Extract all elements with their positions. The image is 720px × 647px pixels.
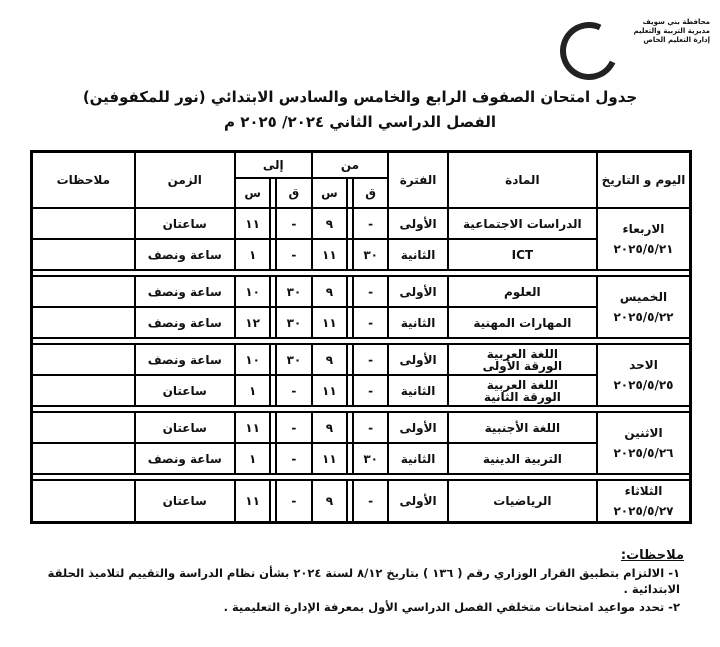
subject-cell: الدراسات الاجتماعية (448, 208, 597, 239)
day-date: ٢٠٢٥/٥/٢١ (613, 242, 674, 256)
subject-cell: ICT (448, 239, 597, 270)
from-s-cell: ١١ (312, 443, 347, 474)
to-s-cell: ١٢ (235, 307, 270, 338)
table-row (32, 239, 690, 270)
duration-cell: ساعتان (135, 208, 235, 239)
table-row (32, 208, 690, 239)
header-to-q: ق (276, 178, 311, 208)
from-s-cell: ٩ (312, 344, 347, 375)
header-subject: المادة (448, 152, 597, 208)
note-item-1: ١- الالتزام بتطبيق القرار الوزاري رقم ( ١٣٦ ) بتاريخ ٨/١٢ لسنة ٢٠٢٤ بشأن نظام الدراسة والتقييم لتلاميذ الحلقة الابتدائية . (47, 566, 680, 596)
header-to: إلى (235, 152, 312, 178)
to-s-cell: ١٠ (235, 344, 270, 375)
subject-cell: المهارات المهنية (448, 307, 597, 338)
day-date: ٢٠٢٥/٥/٢٦ (613, 446, 674, 460)
header-from-q: ق (353, 178, 388, 208)
duration-cell: ساعة ونصف (135, 307, 235, 338)
from-q-cell: ٣٠ (353, 443, 388, 474)
notes-cell (32, 412, 135, 443)
notes-cell (32, 344, 135, 375)
from-q-cell: - (353, 412, 388, 443)
logo-text (600, 18, 710, 45)
period-cell: الأولى (388, 412, 447, 443)
to-q-cell: ٣٠ (276, 344, 311, 375)
day-cell (597, 412, 690, 474)
to-q-cell: ٣٠ (276, 307, 311, 338)
subject-line-2: الورقة الأولى (482, 358, 563, 373)
to-s-cell: ١٠ (235, 276, 270, 307)
day-date: ٢٠٢٥/٥/٢٢ (613, 310, 674, 324)
notes-cell (32, 307, 135, 338)
period-cell: الثانية (388, 307, 447, 338)
subject-cell (448, 344, 597, 375)
notes-cell (32, 208, 135, 239)
subject-line-1: اللغة العربية (486, 346, 558, 361)
header-to-s: س (235, 178, 270, 208)
header-day: اليوم و التاريخ (597, 152, 690, 208)
to-q-cell: - (276, 375, 311, 406)
period-cell: الأولى (388, 480, 447, 522)
to-q-cell: ٣٠ (276, 276, 311, 307)
day-name: الخميس (619, 290, 668, 304)
logo-line-1: محافظة بني سويف (642, 18, 710, 26)
duration-cell: ساعتان (135, 412, 235, 443)
table-row (32, 412, 690, 443)
page-title: جدول امتحان الصفوف الرابع والخامس والسادس الابتدائي (نور للمكفوفين) (82, 88, 638, 106)
header-period: الفترة (388, 152, 447, 208)
day-date: ٢٠٢٥/٥/٢٥ (613, 378, 674, 392)
table-row (32, 443, 690, 474)
to-q-cell: - (276, 239, 311, 270)
day-name: الاثنين (624, 426, 663, 440)
table-row (32, 276, 690, 307)
day-cell (597, 276, 690, 338)
exam-schedule-table (30, 150, 692, 524)
period-cell: الثانية (388, 239, 447, 270)
period-cell: الأولى (388, 344, 447, 375)
to-q-cell: - (276, 480, 311, 522)
subject-line-2: الورقة الثانية (483, 389, 561, 404)
note-item-2: ٢- تحدد مواعيد امتحانات متخلفي الفصل الدراسي الأول بمعرفة الإدارة التعليمية . (223, 600, 680, 614)
table-row (32, 480, 690, 522)
table-row (32, 344, 690, 375)
period-cell: الأولى (388, 276, 447, 307)
from-q-cell: - (353, 307, 388, 338)
subject-cell: الرياضيات (448, 480, 597, 522)
day-name: الثلاثاء (624, 484, 663, 498)
notes-cell (32, 239, 135, 270)
to-s-cell: ١١ (235, 412, 270, 443)
subject-line-1: اللغة العربية (486, 377, 558, 392)
period-cell: الثانية (388, 443, 447, 474)
header-notes: ملاحظات (32, 152, 135, 208)
period-cell: الأولى (388, 208, 447, 239)
period-cell: الثانية (388, 375, 447, 406)
to-s-cell: ١١ (235, 480, 270, 522)
to-s-cell: ١ (235, 443, 270, 474)
from-q-cell: ٣٠ (353, 239, 388, 270)
duration-cell: ساعتان (135, 375, 235, 406)
notes-cell (32, 443, 135, 474)
from-s-cell: ٩ (312, 276, 347, 307)
page-subtitle: الفصل الدراسي الثاني ٢٠٢٤/ ٢٠٢٥ م (223, 113, 497, 131)
subject-cell: اللغة الأجنبية (448, 412, 597, 443)
from-q-cell: - (353, 375, 388, 406)
table-row (32, 375, 690, 406)
to-s-cell: ١ (235, 239, 270, 270)
header-from-s: س (312, 178, 347, 208)
duration-cell: ساعتان (135, 480, 235, 522)
header-from: من (312, 152, 389, 178)
table-row (32, 307, 690, 338)
day-name: الاحد (629, 358, 658, 372)
day-name: الاربعاء (622, 222, 665, 236)
from-q-cell: - (353, 344, 388, 375)
day-cell (597, 480, 690, 522)
to-s-cell: ١١ (235, 208, 270, 239)
subject-cell (448, 375, 597, 406)
duration-cell: ساعة ونصف (135, 344, 235, 375)
duration-cell: ساعة ونصف (135, 443, 235, 474)
notes-heading: ملاحظات: (620, 548, 684, 563)
duration-cell: ساعة ونصف (135, 239, 235, 270)
from-q-cell: - (353, 480, 388, 522)
to-q-cell: - (276, 412, 311, 443)
header-duration: الزمن (135, 152, 235, 208)
from-s-cell: ٩ (312, 412, 347, 443)
subject-cell: التربية الدينية (448, 443, 597, 474)
notes-cell (32, 480, 135, 522)
to-q-cell: - (276, 443, 311, 474)
subject-cell: العلوم (448, 276, 597, 307)
notes-cell (32, 375, 135, 406)
from-s-cell: ٩ (312, 208, 347, 239)
day-date: ٢٠٢٥/٥/٢٧ (613, 504, 674, 518)
to-q-cell: - (276, 208, 311, 239)
notes-section (20, 548, 700, 615)
logo-line-3: إدارة التعليم الخاص (643, 36, 710, 44)
from-s-cell: ١١ (312, 375, 347, 406)
from-q-cell: - (353, 208, 388, 239)
day-cell (597, 344, 690, 406)
logo-line-2: مديرية التربية والتعليم (633, 27, 710, 35)
from-s-cell: ١١ (312, 239, 347, 270)
from-s-cell: ١١ (312, 307, 347, 338)
from-q-cell: - (353, 276, 388, 307)
from-s-cell: ٩ (312, 480, 347, 522)
to-s-cell: ١ (235, 375, 270, 406)
day-cell (597, 208, 690, 270)
notes-cell (32, 276, 135, 307)
duration-cell: ساعة ونصف (135, 276, 235, 307)
logo (560, 10, 710, 90)
